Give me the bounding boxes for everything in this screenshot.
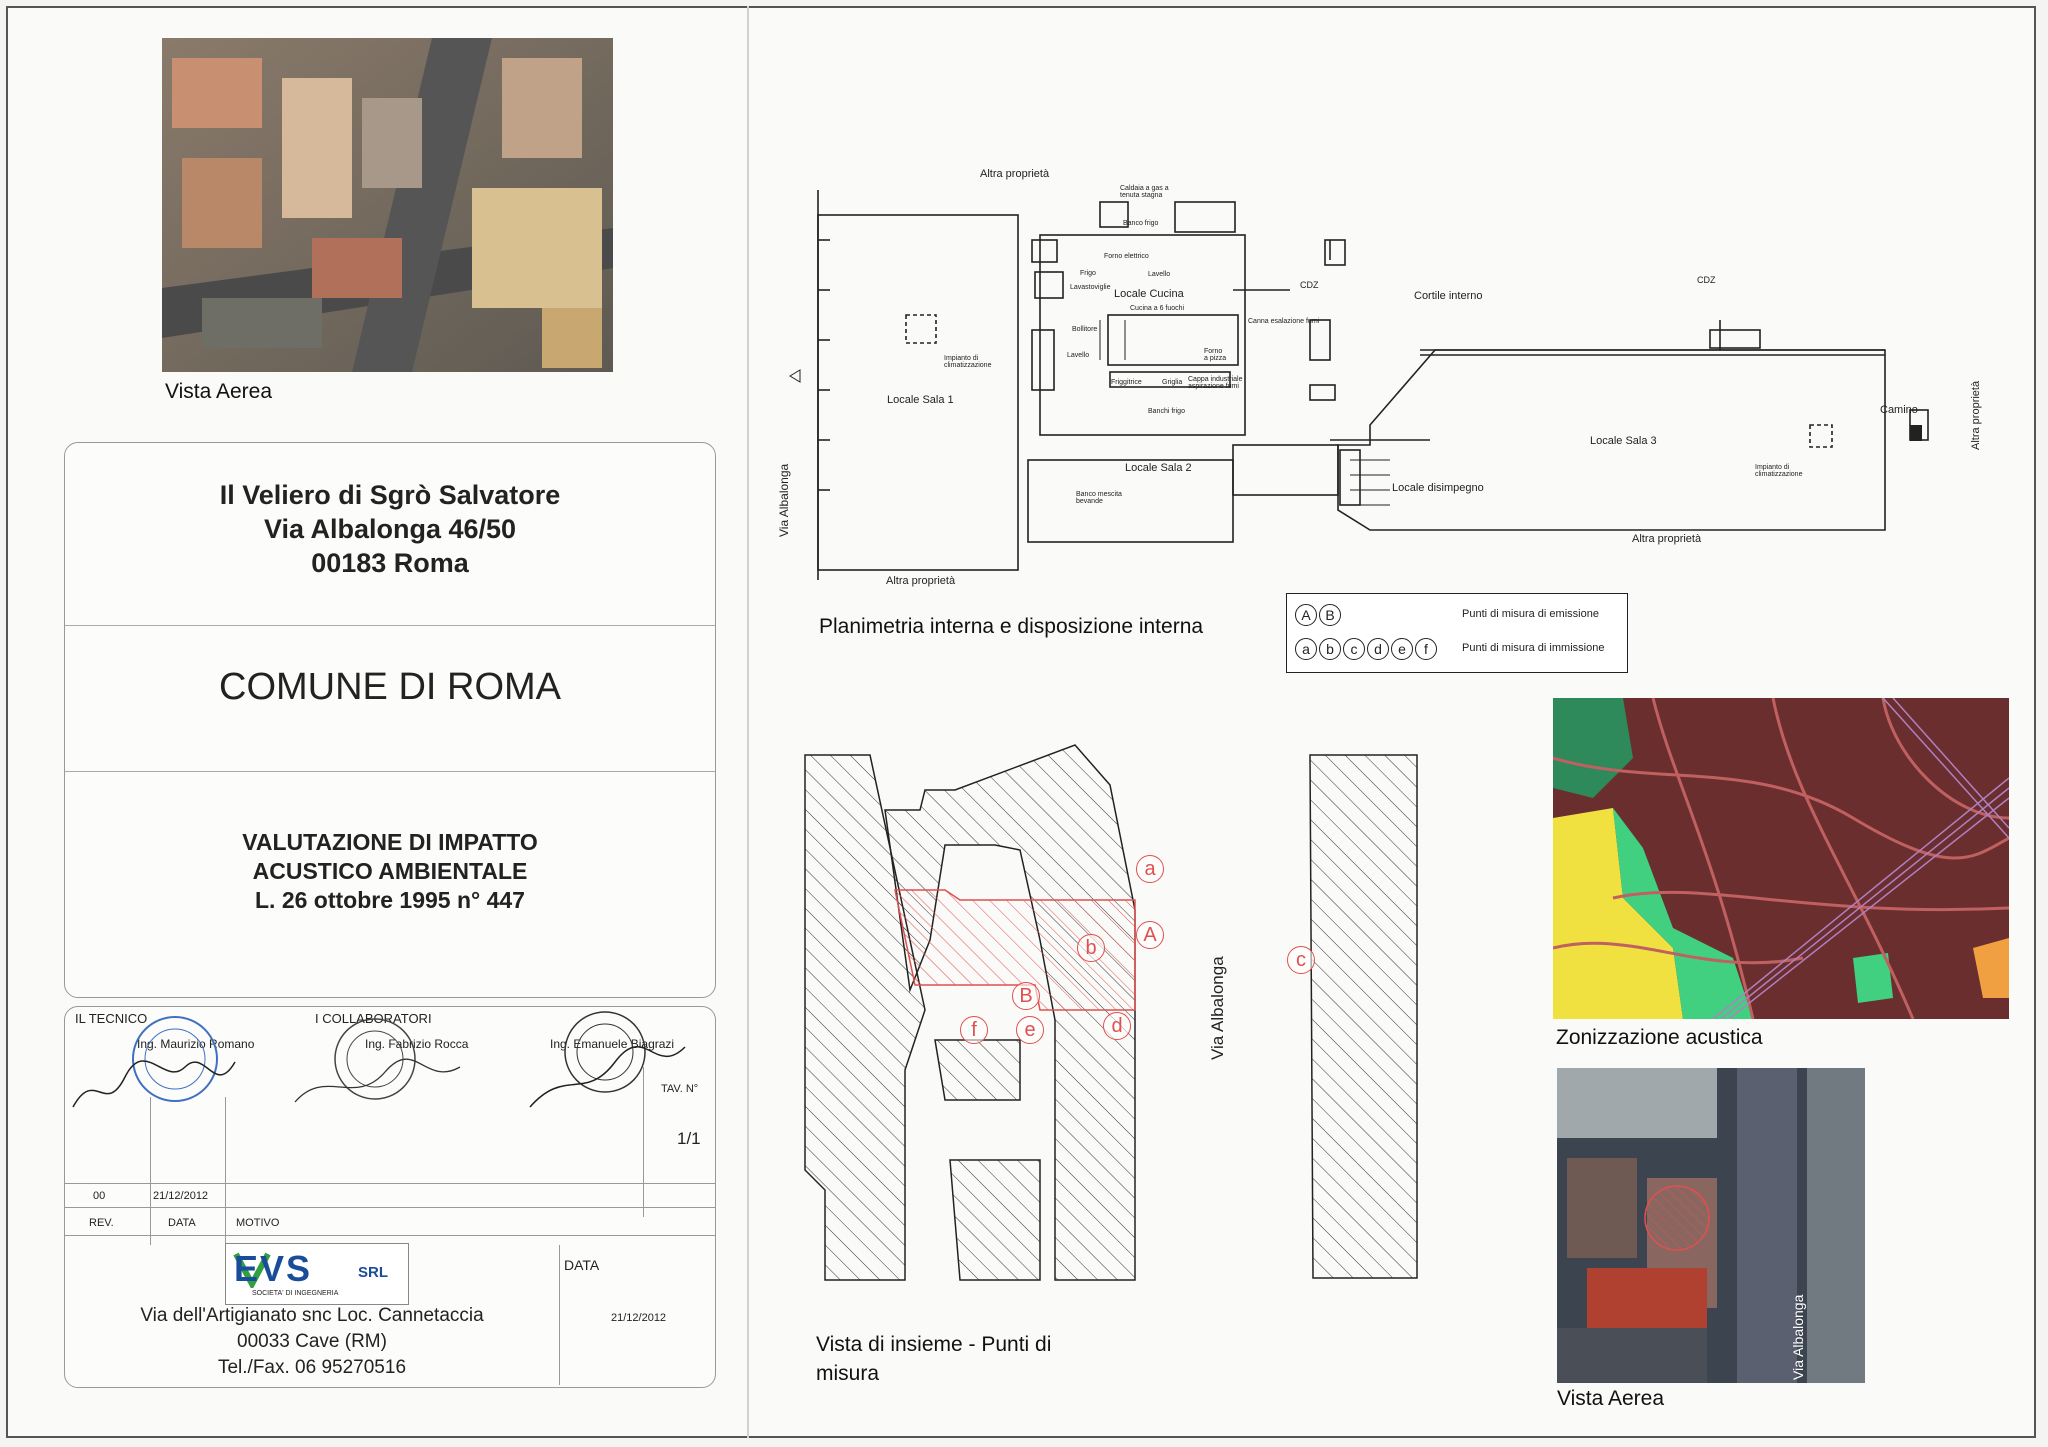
col-motivo: MOTIVO — [236, 1217, 280, 1229]
logo-subtitle: SOCIETA' DI INGEGNERIA — [252, 1290, 339, 1297]
divider — [65, 771, 715, 772]
altra-proprieta-bottom-left: Altra proprietà — [886, 575, 956, 587]
signature-panel — [64, 1006, 716, 1388]
emission-point-B: B — [1319, 604, 1341, 626]
banchi-frigo-label: Banchi frigo — [1148, 408, 1185, 415]
title-panel — [64, 442, 716, 998]
cortile-interno: Cortile interno — [1414, 290, 1483, 302]
grid-line — [65, 1235, 715, 1236]
site-street-label: Via Albalonga — [1208, 956, 1227, 1060]
canna-fumi-label: Canna esalazione fumi — [1248, 318, 1320, 325]
zoning-caption: Zonizzazione acustica — [1556, 1026, 1763, 1049]
report-title-3: L. 26 ottobre 1995 n° 447 — [255, 887, 525, 913]
impianto-label-2: Impianto di climatizzazione — [1755, 464, 1803, 478]
forno-pizza-label: Forno a pizza — [1204, 348, 1227, 362]
collaboratori-label: I COLLABORATORI — [315, 1011, 432, 1026]
company-logo — [225, 1243, 409, 1305]
friggitrice-label: Friggitrice — [1111, 379, 1142, 386]
report-title-2: ACUSTICO AMBIENTALE — [252, 858, 528, 884]
site-point-f: f — [960, 1016, 988, 1044]
tav-label: TAV. N° — [661, 1083, 699, 1095]
immission-point-f: f — [1415, 638, 1437, 660]
altra-proprieta-bottom-right: Altra proprietà — [1632, 533, 1702, 545]
measurement-legend — [1286, 593, 1628, 673]
lavastoviglie-label: Lavastoviglie — [1070, 284, 1111, 291]
lavello-label-1: Lavello — [1148, 271, 1171, 278]
altra-proprieta-right: Altra proprietà — [1970, 380, 1982, 450]
signature-stamps — [65, 1007, 715, 1127]
company-address-2: 00033 Cave (RM) — [237, 1331, 387, 1352]
aerial-top-caption: Vista Aerea — [165, 380, 273, 403]
locale-disimpegno: Locale disimpegno — [1392, 482, 1484, 494]
site-plan-caption: Vista di insieme - Punti di misura — [816, 1333, 1052, 1385]
logo-suffix: SRL — [358, 1264, 388, 1281]
aerial-photo-bottom — [1557, 1068, 1865, 1383]
immission-point-b: b — [1319, 638, 1341, 660]
immission-point-c: c — [1343, 638, 1365, 660]
immission-label: Punti di misura di immissione — [1462, 642, 1605, 654]
company-address-1: Via dell'Artigianato snc Loc. Cannetaccia — [140, 1305, 484, 1326]
divider — [65, 625, 715, 626]
cdz-2: CDZ — [1697, 275, 1716, 285]
immission-point-d: d — [1367, 638, 1389, 660]
report-title-1: VALUTAZIONE DI IMPATTO — [242, 829, 538, 855]
grid-line — [65, 1207, 715, 1208]
site-point-e: e — [1016, 1016, 1044, 1044]
site-point-A: A — [1136, 921, 1164, 949]
cdz-1: CDZ — [1300, 280, 1319, 290]
revision-number: 00 — [93, 1190, 106, 1202]
site-point-a: a — [1136, 855, 1164, 883]
camino: Camino — [1880, 404, 1918, 416]
impianto-label-1: Impianto di climatizzazione — [944, 355, 992, 369]
fold-line — [747, 6, 749, 1438]
collaborator-1-name: Ing. Fabrizio Rocca — [365, 1037, 469, 1051]
floorplan-caption: Planimetria interna e disposizione interna — [819, 615, 1204, 638]
company-phone: Tel./Fax. 06 95270516 — [217, 1357, 407, 1378]
aerial-bottom-street: Via Albalonga — [1790, 1294, 1806, 1380]
cappa-label: Cappa industriale aspirazione fumi — [1188, 376, 1243, 390]
immission-point-e: e — [1391, 638, 1413, 660]
locale-sala-2: Locale Sala 2 — [1125, 462, 1192, 474]
grid-line — [65, 1183, 715, 1184]
company-name: Il Veliero di Sgrò Salvatore — [219, 480, 561, 510]
tecnico-name: Ing. Maurizio Romano — [137, 1037, 255, 1051]
municipality-title: COMUNE DI ROMA — [219, 666, 561, 708]
tecnico-label: IL TECNICO — [75, 1011, 148, 1026]
frigo-label: Frigo — [1080, 270, 1096, 277]
company-city: 00183 Roma — [311, 548, 469, 578]
aerial-photo-top — [162, 38, 613, 372]
emission-label: Punti di misura di emissione — [1462, 608, 1599, 620]
banco-frigo-label: Banco frigo — [1123, 220, 1159, 227]
altra-proprieta-top: Altra proprietà — [980, 168, 1050, 180]
immission-points-row — [1295, 638, 1439, 660]
forno-elettrico-label: Forno elettrico — [1104, 253, 1149, 260]
emission-points-row — [1295, 604, 1343, 626]
emission-point-A: A — [1295, 604, 1317, 626]
site-point-d: d — [1103, 1012, 1131, 1040]
site-point-c: c — [1287, 946, 1315, 974]
tav-value: 1/1 — [677, 1129, 701, 1148]
locale-sala-3: Locale Sala 3 — [1590, 435, 1657, 447]
via-albalonga-floorplan: Via Albalonga — [777, 463, 791, 537]
site-point-B: B — [1012, 982, 1040, 1010]
zoning-map — [1553, 698, 2009, 1019]
immission-point-a: a — [1295, 638, 1317, 660]
aerial-bottom-caption: Vista Aerea — [1557, 1387, 1665, 1410]
data-label: DATA — [564, 1257, 600, 1273]
banco-mescita-label: Banco mescita bevande — [1076, 491, 1122, 505]
data-value: 21/12/2012 — [611, 1312, 667, 1324]
floor-plan — [770, 180, 1970, 590]
bollitore-label: Bollitore — [1072, 326, 1098, 333]
revision-date: 21/12/2012 — [153, 1190, 209, 1202]
site-point-b: b — [1077, 934, 1105, 962]
locale-cucina: Locale Cucina — [1114, 288, 1184, 300]
company-address: Via Albalonga 46/50 — [263, 514, 517, 544]
cucina-6-fuochi-label: Cucina a 6 fuochi — [1130, 305, 1185, 312]
caldaia-label: Caldaia a gas a tenuta stagna — [1120, 185, 1169, 199]
logo-text: EVS — [234, 1248, 313, 1289]
col-data: DATA — [168, 1217, 196, 1229]
locale-sala-1: Locale Sala 1 — [887, 394, 954, 406]
grid-line — [559, 1245, 560, 1385]
griglia-label: Griglia — [1162, 379, 1183, 386]
collaborator-2-name: Ing. Emanuele Biagrazi — [550, 1037, 675, 1051]
col-rev: REV. — [89, 1217, 114, 1229]
lavello-label-2: Lavello — [1067, 352, 1090, 359]
